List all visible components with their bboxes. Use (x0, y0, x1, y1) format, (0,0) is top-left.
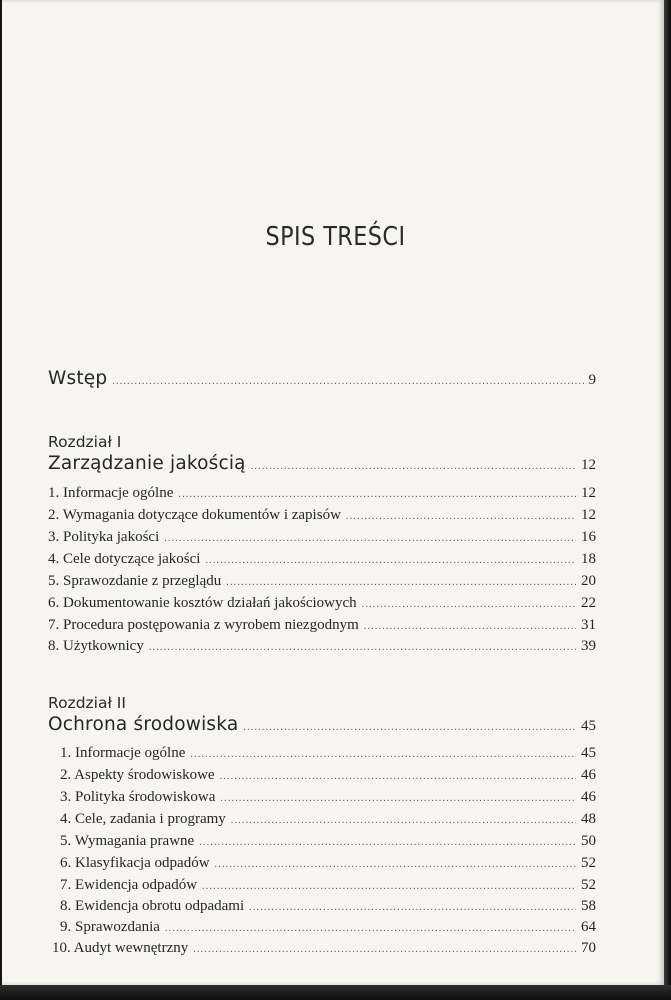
toc-entry-page: 58 (581, 898, 596, 914)
toc-entry (48, 638, 596, 655)
toc-entry (60, 898, 596, 915)
toc-entry (60, 855, 596, 872)
toc-entry (48, 485, 596, 502)
toc-entry-label: 7. Ewidencja odpadów (60, 877, 198, 893)
toc-entry (48, 595, 596, 612)
toc-entry-page: 16 (581, 529, 596, 545)
toc-entry-page: 52 (581, 855, 596, 871)
toc-entry-page: 46 (581, 767, 596, 783)
toc-entry-label: 1. Informacje ogólne (60, 745, 186, 761)
toc-entry-page: 70 (581, 940, 596, 956)
toc-entry-label: 8. Ewidencja obrotu odpadami (60, 898, 245, 914)
dot-leader (231, 815, 576, 826)
toc-entry-page: 45 (581, 745, 596, 761)
dot-leader (220, 771, 576, 782)
toc-entry (60, 811, 596, 828)
toc-entry-label: 8. Użytkownicy (48, 638, 144, 654)
chapter-1-title-row (48, 453, 596, 474)
chapter-2-title-row (48, 714, 596, 735)
toc-entry (48, 551, 596, 568)
dot-leader (193, 944, 576, 955)
toc-entry-page: 39 (581, 638, 596, 654)
toc-entry (52, 940, 596, 957)
dot-leader (112, 376, 583, 387)
toc-intro-row (48, 368, 596, 389)
toc-entry-label: 1. Informacje ogólne (48, 485, 174, 501)
toc-entry-page: 22 (581, 595, 596, 611)
toc-entry-page: 50 (581, 833, 596, 849)
chapter-2-label: Rozdział II (48, 694, 126, 712)
toc-entry (60, 833, 596, 850)
dot-leader (205, 555, 576, 566)
toc-entry (48, 507, 596, 524)
toc-entry-page: 64 (581, 919, 596, 935)
toc-entry-label: 4. Cele, zadania i programy (60, 811, 226, 827)
scan-edge-bottom (0, 985, 671, 1000)
dot-leader (215, 859, 576, 870)
toc-entry-label: 9. Sprawozdania (60, 919, 160, 935)
toc-entry-page: 46 (581, 789, 596, 805)
toc-entry (60, 789, 596, 806)
toc-entry-page: 18 (581, 551, 596, 567)
dot-leader (362, 599, 576, 610)
toc-entry-page: 31 (581, 617, 596, 633)
toc-entry-page: 12 (581, 507, 596, 523)
toc-entry-label: 5. Sprawozdanie z przeglądu (48, 573, 222, 589)
dot-leader (165, 923, 576, 934)
toc-entry (48, 617, 596, 634)
toc-entry-page: 52 (581, 877, 596, 893)
toc-entry-page: 48 (581, 811, 596, 827)
toc-entry-label: 3. Polityka środowiskowa (60, 789, 216, 805)
scan-edge-right (664, 0, 671, 1000)
toc-entry-label: 2. Aspekty środowiskowe (60, 767, 215, 783)
dot-leader (202, 881, 576, 892)
dot-leader (164, 533, 576, 544)
toc-entry-label: 6. Klasyfikacja odpadów (60, 855, 210, 871)
chapter-2-page: 45 (581, 718, 596, 734)
toc-entry-page: 12 (581, 485, 596, 501)
toc-entry (48, 573, 596, 590)
dot-leader (364, 621, 576, 632)
toc-entry-label: 4. Cele dotyczące jakości (48, 551, 201, 567)
toc-entry-label: 2. Wymagania dotyczące dokumentów i zapisów (48, 507, 341, 523)
dot-leader (226, 577, 576, 588)
toc-entry-label: 10. Audyt wewnętrzny (52, 940, 189, 956)
toc-intro-page: 9 (588, 372, 596, 388)
toc-intro-label: Wstęp (48, 368, 108, 389)
dot-leader (249, 902, 576, 913)
dot-leader (251, 461, 576, 472)
dot-leader (243, 722, 576, 733)
toc-entry (60, 745, 596, 762)
toc-entry-label: 7. Procedura postępowania z wyrobem niezgodnym (48, 617, 359, 633)
dot-leader (190, 749, 576, 760)
toc-entry-page: 20 (581, 573, 596, 589)
toc-entry-label: 3. Polityka jakości (48, 529, 160, 545)
dot-leader (178, 489, 576, 500)
dot-leader (220, 793, 576, 804)
toc-entry (60, 877, 596, 894)
chapter-2-title: Ochrona środowiska (48, 714, 239, 735)
chapter-1-page: 12 (581, 457, 596, 473)
page-title: SPIS TREŚCI (265, 222, 406, 252)
toc-entry-label: 6. Dokumentowanie kosztów działań jakościowych (48, 595, 357, 611)
dot-leader (346, 511, 576, 522)
toc-entry-label: 5. Wymagania prawne (60, 833, 195, 849)
toc-entry (60, 767, 596, 784)
chapter-1-title: Zarządzanie jakością (48, 453, 246, 474)
dot-leader (199, 837, 576, 848)
dot-leader (149, 642, 576, 653)
chapter-1-label: Rozdział I (48, 433, 122, 451)
toc-entry (48, 529, 596, 546)
toc-entry (60, 919, 596, 936)
